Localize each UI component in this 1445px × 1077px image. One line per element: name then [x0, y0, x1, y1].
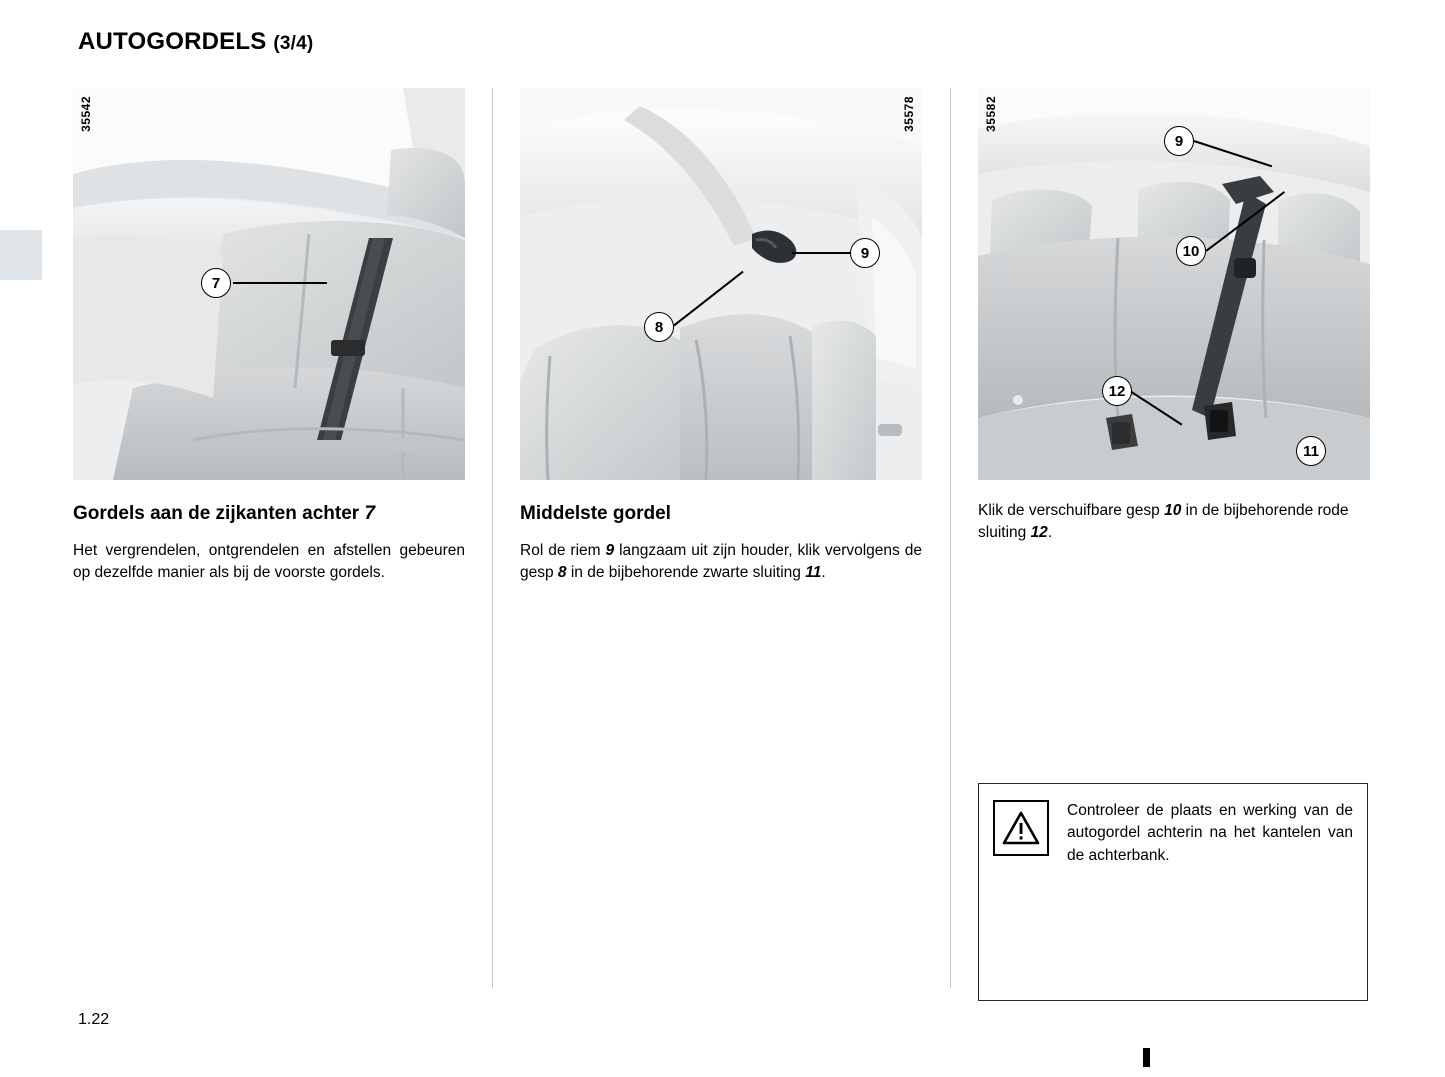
figure-image-1 — [73, 88, 465, 480]
section-body-side-belts: Het vergrendelen, ontgrendelen en afstellen gebeuren op dezelfde manier als bij de voorste gordels. — [73, 541, 465, 582]
callout-11: 11 — [1296, 436, 1326, 466]
column-divider-1 — [492, 88, 493, 988]
section-body-centre-belt: Rol de riem 9 langzaam uit zijn houder, klik vervolgens de gesp 8 in de bijbehorende zwarte sluiting 11. — [520, 541, 922, 582]
warning-text: Controleer de plaats en werking van de autogordel achterin na het kantelen van de achterbank. — [1067, 802, 1353, 864]
figure-buckles — [978, 88, 1370, 480]
column-left — [73, 88, 465, 585]
column-middle — [520, 88, 922, 585]
section-body-buckles: Klik de verschuifbare gesp 10 in de bijbehorende rode sluiting 12. — [978, 502, 1349, 542]
page-edge-tab — [0, 230, 42, 280]
figure-centre-belt — [520, 88, 922, 480]
callout-leader-9 — [792, 252, 854, 254]
figure-id-3: 35582 — [984, 96, 998, 132]
figure-rear-side-belt — [73, 88, 465, 480]
warning-box — [978, 783, 1368, 1001]
section-heading-side-belts: Gordels aan de zijkanten achter 7 — [73, 503, 376, 524]
callout-8: 8 — [644, 312, 674, 342]
warning-triangle-icon — [993, 800, 1049, 856]
column-divider-2 — [950, 88, 951, 988]
callout-9: 9 — [850, 238, 880, 268]
callout-7: 7 — [201, 268, 231, 298]
callout-leader-7 — [233, 282, 327, 284]
column-right — [978, 88, 1370, 545]
figure-image-2 — [520, 88, 922, 480]
callout-12: 12 — [1102, 376, 1132, 406]
footer-marker — [1143, 1048, 1150, 1067]
section-heading-centre-belt: Middelste gordel — [520, 503, 671, 524]
figure-id-2: 35578 — [902, 96, 916, 132]
figure-id-1: 35542 — [79, 96, 93, 132]
page-title-sub: (3/4) — [273, 33, 314, 54]
page-number: 1.22 — [78, 1011, 110, 1028]
page-title — [78, 28, 313, 56]
page-title-main: AUTOGORDELS — [78, 28, 267, 55]
callout-9-right: 9 — [1164, 126, 1194, 156]
callout-10: 10 — [1176, 236, 1206, 266]
warning-triangle-glyph — [1002, 811, 1040, 845]
